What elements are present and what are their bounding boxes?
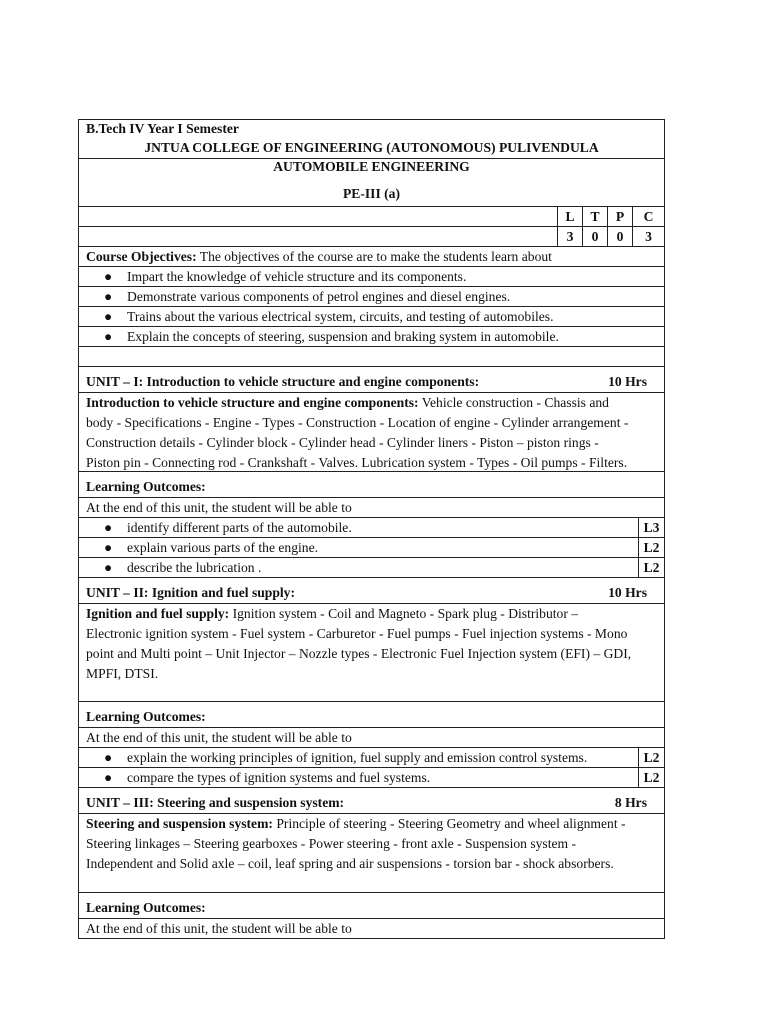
syllabus-table (78, 119, 665, 939)
objective-item: ● Trains about the various electrical system, circuits, and testing of automobiles. (78, 307, 665, 327)
unit-content-line: MPFI, DTSI. (86, 666, 159, 681)
outcome-item: ● describe the lubrication . L2 (78, 558, 665, 578)
outcome-item: ● explain various parts of the engine. L2 (78, 538, 665, 558)
outcome-level: L2 (638, 748, 664, 767)
unit-content-line: Ignition system - Coil and Magneto - Spark plug - Distributor – (229, 606, 579, 621)
unit-heading (78, 578, 665, 604)
outcome-text: compare the types of ignition systems and fuel systems. (127, 770, 431, 785)
unit-content-line: Principle of steering - Steering Geometry and wheel alignment - (272, 816, 626, 831)
course-code: PE-III (a) (342, 186, 401, 201)
outcome-level: L2 (638, 538, 664, 557)
unit-hours: 10 Hrs (608, 374, 647, 389)
objective-text: Demonstrate various components of petrol engines and diesel engines. (127, 289, 511, 304)
learning-outcomes-intro: At the end of this unit, the student will be able to (78, 728, 665, 748)
unit-content-lead: Introduction to vehicle structure and engine components: (86, 395, 419, 410)
objective-item: ● Demonstrate various components of petrol engines and diesel engines. (78, 287, 665, 307)
outcome-level: L3 (638, 518, 664, 537)
unit-content (78, 604, 665, 702)
unit-content-line: point and Multi point – Unit Injector – Nozzle types - Electronic Fuel Injection system (EFI) – GDI, (86, 646, 632, 661)
college-name: JNTUA COLLEGE OF ENGINEERING (AUTONOMOUS) PULIVENDULA (144, 140, 599, 155)
unit-content-lead: Ignition and fuel supply: (86, 606, 230, 621)
learning-outcomes-label: Learning Outcomes: (78, 702, 665, 728)
unit-hours: 8 Hrs (614, 795, 647, 810)
outcome-text: identify different parts of the automobile. (127, 520, 352, 535)
objective-item: ● Explain the concepts of steering, suspension and braking system in automobile. (78, 327, 665, 347)
unit-content-line: Electronic ignition system - Fuel system - Carburetor - Fuel pumps - Fuel injection systems - Mono (86, 626, 628, 641)
learning-outcomes-intro: At the end of this unit, the student will be able to (78, 919, 665, 939)
objective-item: ● Impart the knowledge of vehicle structure and its components. (78, 267, 665, 287)
learning-outcomes-intro: At the end of this unit, the student will be able to (78, 498, 665, 518)
unit-title: UNIT – I: Introduction to vehicle structure and engine components: (86, 374, 480, 389)
outcome-text: describe the lubrication . (127, 560, 262, 575)
outcome-item: ● identify different parts of the automobile. L3 (78, 518, 665, 538)
unit-hours: 10 Hrs (608, 585, 647, 600)
course-block (78, 159, 665, 207)
unit-content-line: Independent and Solid axle – coil, leaf spring and air suspensions - torsion bar - shock absorbers. (86, 856, 614, 871)
course-title: AUTOMOBILE ENGINEERING (273, 159, 470, 174)
unit-title: UNIT – II: Ignition and fuel supply: (86, 585, 296, 600)
unit-content-line: Piston pin - Connecting rod - Crankshaft - Valves. Lubrication system - Types - Oil pumps - Filters. (86, 455, 628, 470)
ltpc-label: L (557, 207, 582, 226)
unit-content (78, 393, 665, 472)
unit-content (78, 814, 665, 893)
outcome-text: explain various parts of the engine. (127, 540, 319, 555)
ltpc-label: P (607, 207, 632, 226)
unit-content-line: body - Specifications - Engine - Types - Construction - Location of engine - Cylinder arrangement - (86, 415, 629, 430)
outcome-level: L2 (638, 558, 664, 577)
ltpc-value: 3 (557, 227, 582, 246)
outcome-item: ● explain the working principles of ignition, fuel supply and emission control systems. L2 (78, 748, 665, 768)
ltpc-label: T (582, 207, 607, 226)
unit-content-line: Vehicle construction - Chassis and (418, 395, 609, 410)
objective-text: Explain the concepts of steering, suspension and braking system in automobile. (127, 329, 559, 344)
ltpc-value: 0 (607, 227, 632, 246)
blank-row (78, 347, 665, 367)
semester-label: B.Tech IV Year I Semester (86, 121, 239, 136)
objective-text: Trains about the various electrical system, circuits, and testing of automobiles. (127, 309, 554, 324)
outcome-text: explain the working principles of ignition, fuel supply and emission control systems. (127, 750, 588, 765)
outcome-item: ● compare the types of ignition systems and fuel systems. L2 (78, 768, 665, 788)
ltpc-labels-row (78, 207, 665, 227)
outcome-level: L2 (638, 768, 664, 787)
unit-title: UNIT – III: Steering and suspension system: (86, 795, 345, 810)
ltpc-values-row (78, 227, 665, 247)
learning-outcomes-label: Learning Outcomes: (78, 893, 665, 919)
unit-heading (78, 367, 665, 393)
unit-heading (78, 788, 665, 814)
objectives-intro (78, 247, 665, 267)
ltpc-value: 3 (632, 227, 664, 246)
objectives-intro-text: The objectives of the course are to make the students learn about (196, 249, 552, 264)
ltpc-label: C (632, 207, 664, 226)
unit-content-line: Construction details - Cylinder block - Cylinder head - Cylinder liners - Piston – piston rings - (86, 435, 599, 450)
objectives-label: Course Objectives: (86, 249, 197, 264)
unit-content-line: Steering linkages – Steering gearboxes - Power steering - front axle - Suspension system - (86, 836, 577, 851)
header-block (78, 119, 665, 159)
objective-text: Impart the knowledge of vehicle structure and its components. (127, 269, 467, 284)
unit-content-lead: Steering and suspension system: (86, 816, 273, 831)
ltpc-value: 0 (582, 227, 607, 246)
learning-outcomes-label: Learning Outcomes: (78, 472, 665, 498)
